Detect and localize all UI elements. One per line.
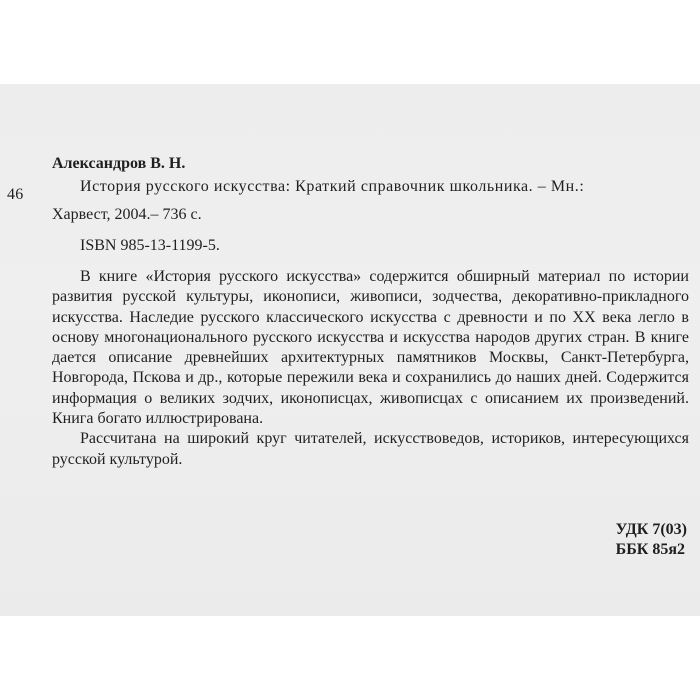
title-line-1: История русского искусства: Краткий справочник школьника. – Мн.: [80, 178, 585, 195]
udk-code: УДК 7(03) [615, 521, 687, 538]
author-heading: Александров В. Н. [52, 155, 186, 172]
annotation-paragraph-1: В книге «История русского искусства» содержится обширный материал по истории развития русской культуры, иконописи, живописи, зодчества, декоративно-прикладного искусства. Наследие русского классического искусства с древности и по XX века легло в основу многонационального русского искусства и искусства народов других стран. В книге дается описание древнейших архитектурных памятников Москвы, Санкт-Петербурга, Новгорода, Пскова и др., которые пережили века и сохранились до наших дней. Содержится информация о великих зодчих, иконописцах, живописцах с описанием их произведений. Книга богато иллюстрирована. [52, 268, 689, 428]
isbn-line: ISBN 985-13-1199-5. [80, 237, 220, 254]
annotation-paragraph-2: Рассчитана на широкий круг читателей, искусствоведов, историков, интересующихся русской культурой. [52, 430, 689, 468]
bbk-index-number: 46 [7, 186, 24, 203]
classification-block [616, 520, 687, 560]
title-line-2: Харвест, 2004.– 736 с. [52, 206, 202, 223]
bbk-code: ББК 85я2 [615, 541, 686, 558]
annotation-block [52, 267, 689, 470]
catalog-card-page [0, 84, 700, 616]
